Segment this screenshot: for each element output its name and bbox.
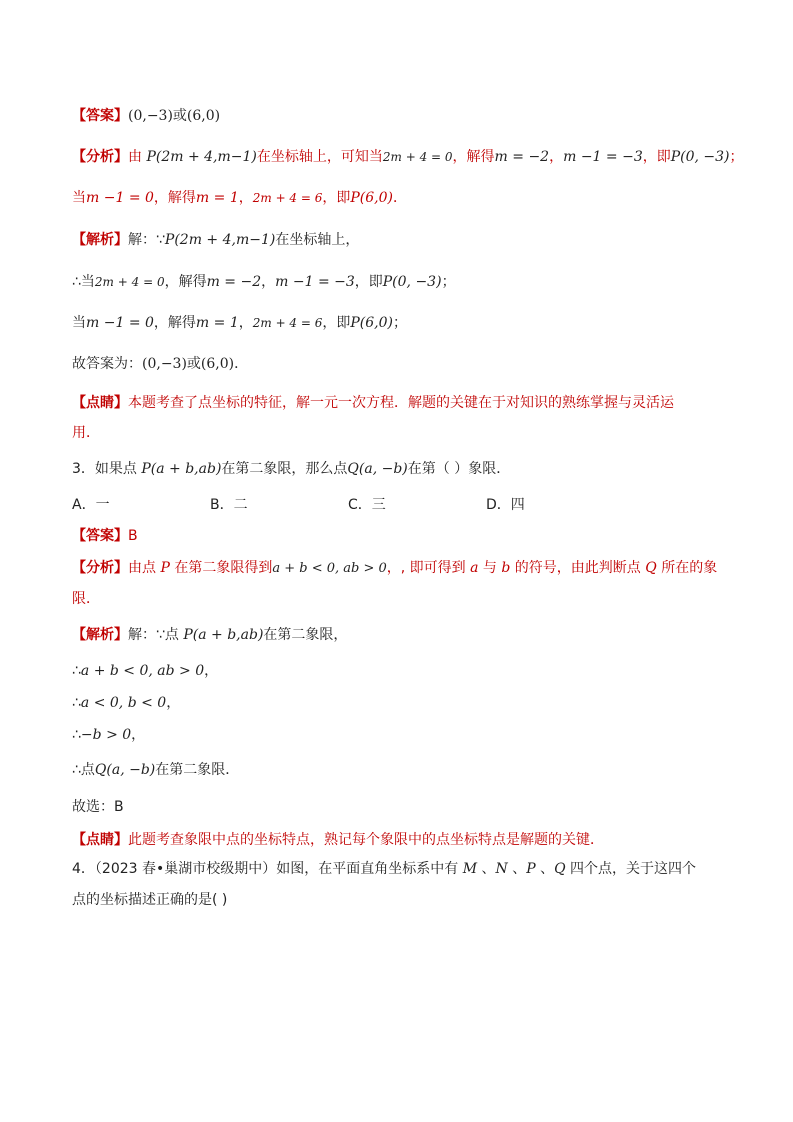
text: 此题考查象限中点的坐标特点，熟记每个象限中的点坐标特点是解题的关键． [128, 832, 604, 848]
text: ，解得 [452, 149, 495, 165]
text: 的符号，由此判断点 [510, 560, 646, 576]
text: 4．（2023 春•巢湖市校级期中）如图，在平面直角坐标系中有 [72, 861, 463, 877]
text: ，, 即可得到 [386, 560, 471, 576]
q2-conclusion [72, 354, 248, 374]
text: ，解得 [153, 315, 196, 331]
solution-tag: 【解析】 [72, 627, 128, 643]
q2-comment-line-1 [72, 393, 674, 413]
math-expr: 2m + 4 = 6 [252, 191, 323, 205]
text: 、 [535, 861, 555, 877]
q3-solution-line-5 [72, 760, 239, 780]
math-expr: 2m + 4 = 0 [382, 150, 453, 164]
math-expr: Q [645, 560, 657, 576]
text: 故选：B [72, 799, 124, 815]
math-expr: a < 0, b < 0 [80, 695, 167, 711]
text: 用． [72, 425, 100, 441]
math-expr: m −1 = 0 [86, 190, 154, 206]
math-expr: −b > 0 [80, 727, 132, 743]
q4-stem-line-2 [72, 890, 227, 910]
q3-solution-line-3 [72, 693, 180, 713]
q3-answer-line [72, 526, 138, 546]
text: 、 [477, 861, 496, 877]
math-expr: (0,−3)或(6,0) [142, 356, 235, 372]
text: 在第二象限， [263, 627, 348, 643]
math-expr: m −1 = −3 [563, 149, 643, 165]
q3-comment [72, 830, 604, 850]
math-expr: a + b < 0, ab > 0 [80, 663, 205, 679]
q2-solution-line-2 [72, 272, 456, 292]
text: ，即 [642, 149, 671, 165]
text: ； [441, 274, 456, 290]
math-expr: m = 1 [195, 315, 239, 331]
math-expr: P [526, 861, 536, 877]
answer-tag: 【答案】 [72, 108, 128, 124]
q3-answer-value: B [128, 528, 138, 544]
q3-solution-line-4 [72, 725, 145, 745]
q2-answer-value: (0,−3)或(6,0) [128, 108, 221, 124]
text: 解：∵ [128, 232, 165, 248]
text: 在第二象限得到 [169, 560, 273, 576]
math-expr: m = 1 [195, 190, 239, 206]
math-expr: M [462, 861, 478, 877]
q2-analysis-line-2 [72, 188, 407, 208]
math-expr: Q(a, −b) [94, 762, 156, 778]
q3-option-a[interactable]: A．一 [72, 497, 110, 513]
text: 在第二象限． [155, 762, 240, 778]
text: 本题考查了点坐标的特征，解一元一次方程．解题的关键在于对知识的熟练掌握与灵活运 [128, 395, 674, 411]
text: 、 [507, 861, 527, 877]
math-expr: m −1 = 0 [86, 315, 154, 331]
math-expr: m = −2 [494, 149, 550, 165]
math-expr: Q [554, 861, 566, 877]
text: ，解得 [164, 274, 207, 290]
comment-tag: 【点睛】 [72, 395, 128, 411]
text: 故答案为： [72, 356, 142, 372]
q3-choose [72, 797, 124, 817]
math-expr: P(a + b,ab) [183, 627, 264, 643]
q2-comment-line-2 [72, 423, 100, 443]
analysis-tag: 【分析】 [72, 560, 128, 576]
q4-stem-line-1 [72, 859, 696, 879]
text: ， [261, 274, 276, 290]
answer-tag: 【答案】 [72, 528, 128, 544]
comment-tag: 【点睛】 [72, 832, 128, 848]
text: ， [238, 315, 253, 331]
text: 由点 [128, 560, 161, 576]
q3-option-d[interactable]: D．四 [486, 497, 525, 513]
text: ， [549, 149, 564, 165]
math-expr: P(2m + 4,m−1) [146, 149, 257, 165]
text: 当 [72, 190, 86, 206]
text: ， [131, 727, 146, 743]
q3-option-c[interactable]: C．三 [348, 497, 386, 513]
text: 在坐标轴上， [275, 232, 360, 248]
text: ∴ [72, 695, 81, 711]
text: ， [238, 190, 253, 206]
math-expr: b [501, 560, 511, 576]
text: ，即 [322, 190, 351, 206]
q3-analysis-line-2 [72, 589, 100, 609]
text: ∴当 [72, 274, 95, 290]
text: 当 [72, 315, 86, 331]
text: ∴点 [72, 762, 95, 778]
math-expr: a + b < 0, ab > 0 [272, 561, 387, 576]
q3-solution-line-2 [72, 661, 218, 681]
text: 3．如果点 [72, 461, 142, 477]
math-expr: 2m + 4 = 0 [94, 275, 165, 289]
text: ， [166, 695, 181, 711]
math-expr: N [495, 861, 508, 877]
solution-tag: 【解析】 [72, 232, 128, 248]
text: ，解得 [153, 190, 196, 206]
q3-option-b[interactable]: B．二 [210, 497, 248, 513]
text: 由 [128, 149, 147, 165]
text: 在第二象限，那么点 [221, 461, 348, 477]
text: 在坐标轴上，可知当 [256, 149, 383, 165]
math-expr: P(0, −3) [670, 149, 730, 165]
text: ． [393, 190, 407, 206]
analysis-tag: 【分析】 [72, 149, 128, 165]
q2-solution-line-3 [72, 313, 407, 333]
text: 四个点，关于这四个 [565, 861, 697, 877]
text: 限． [72, 591, 100, 607]
q2-analysis-line-1 [72, 147, 744, 167]
q2-solution-line-1 [72, 230, 359, 250]
math-expr: Q(a, −b) [347, 461, 408, 477]
q3-solution-line-1 [72, 625, 347, 645]
math-expr: P(2m + 4,m−1) [164, 232, 276, 248]
text: 解：∵点 [128, 627, 184, 643]
math-expr: P(0, −3) [382, 274, 442, 290]
math-expr: m −1 = −3 [275, 274, 355, 290]
text: 所在的象 [656, 560, 718, 576]
text: ； [393, 315, 407, 331]
math-expr: m = −2 [206, 274, 262, 290]
text: ，即 [322, 315, 351, 331]
text: ， [204, 663, 219, 679]
text: ∴ [72, 663, 81, 679]
math-expr: P(6,0) [350, 315, 393, 331]
math-expr: P(a + b,ab) [141, 461, 222, 477]
q3-stem [72, 459, 510, 479]
text: 点的坐标描述正确的是( ) [72, 892, 228, 908]
text: ，即 [354, 274, 383, 290]
math-expr: a [470, 560, 479, 576]
math-expr: P [160, 560, 170, 576]
q3-analysis-line-1 [72, 558, 717, 579]
math-expr: 2m + 4 = 6 [252, 316, 323, 330]
text: ∴ [72, 727, 81, 743]
text: ． [234, 356, 249, 372]
text: ； [729, 149, 744, 165]
math-expr: P(6,0) [350, 190, 393, 206]
text: 在第（ ）象限． [407, 461, 511, 477]
q2-answer-line [72, 106, 220, 126]
text: 与 [478, 560, 502, 576]
